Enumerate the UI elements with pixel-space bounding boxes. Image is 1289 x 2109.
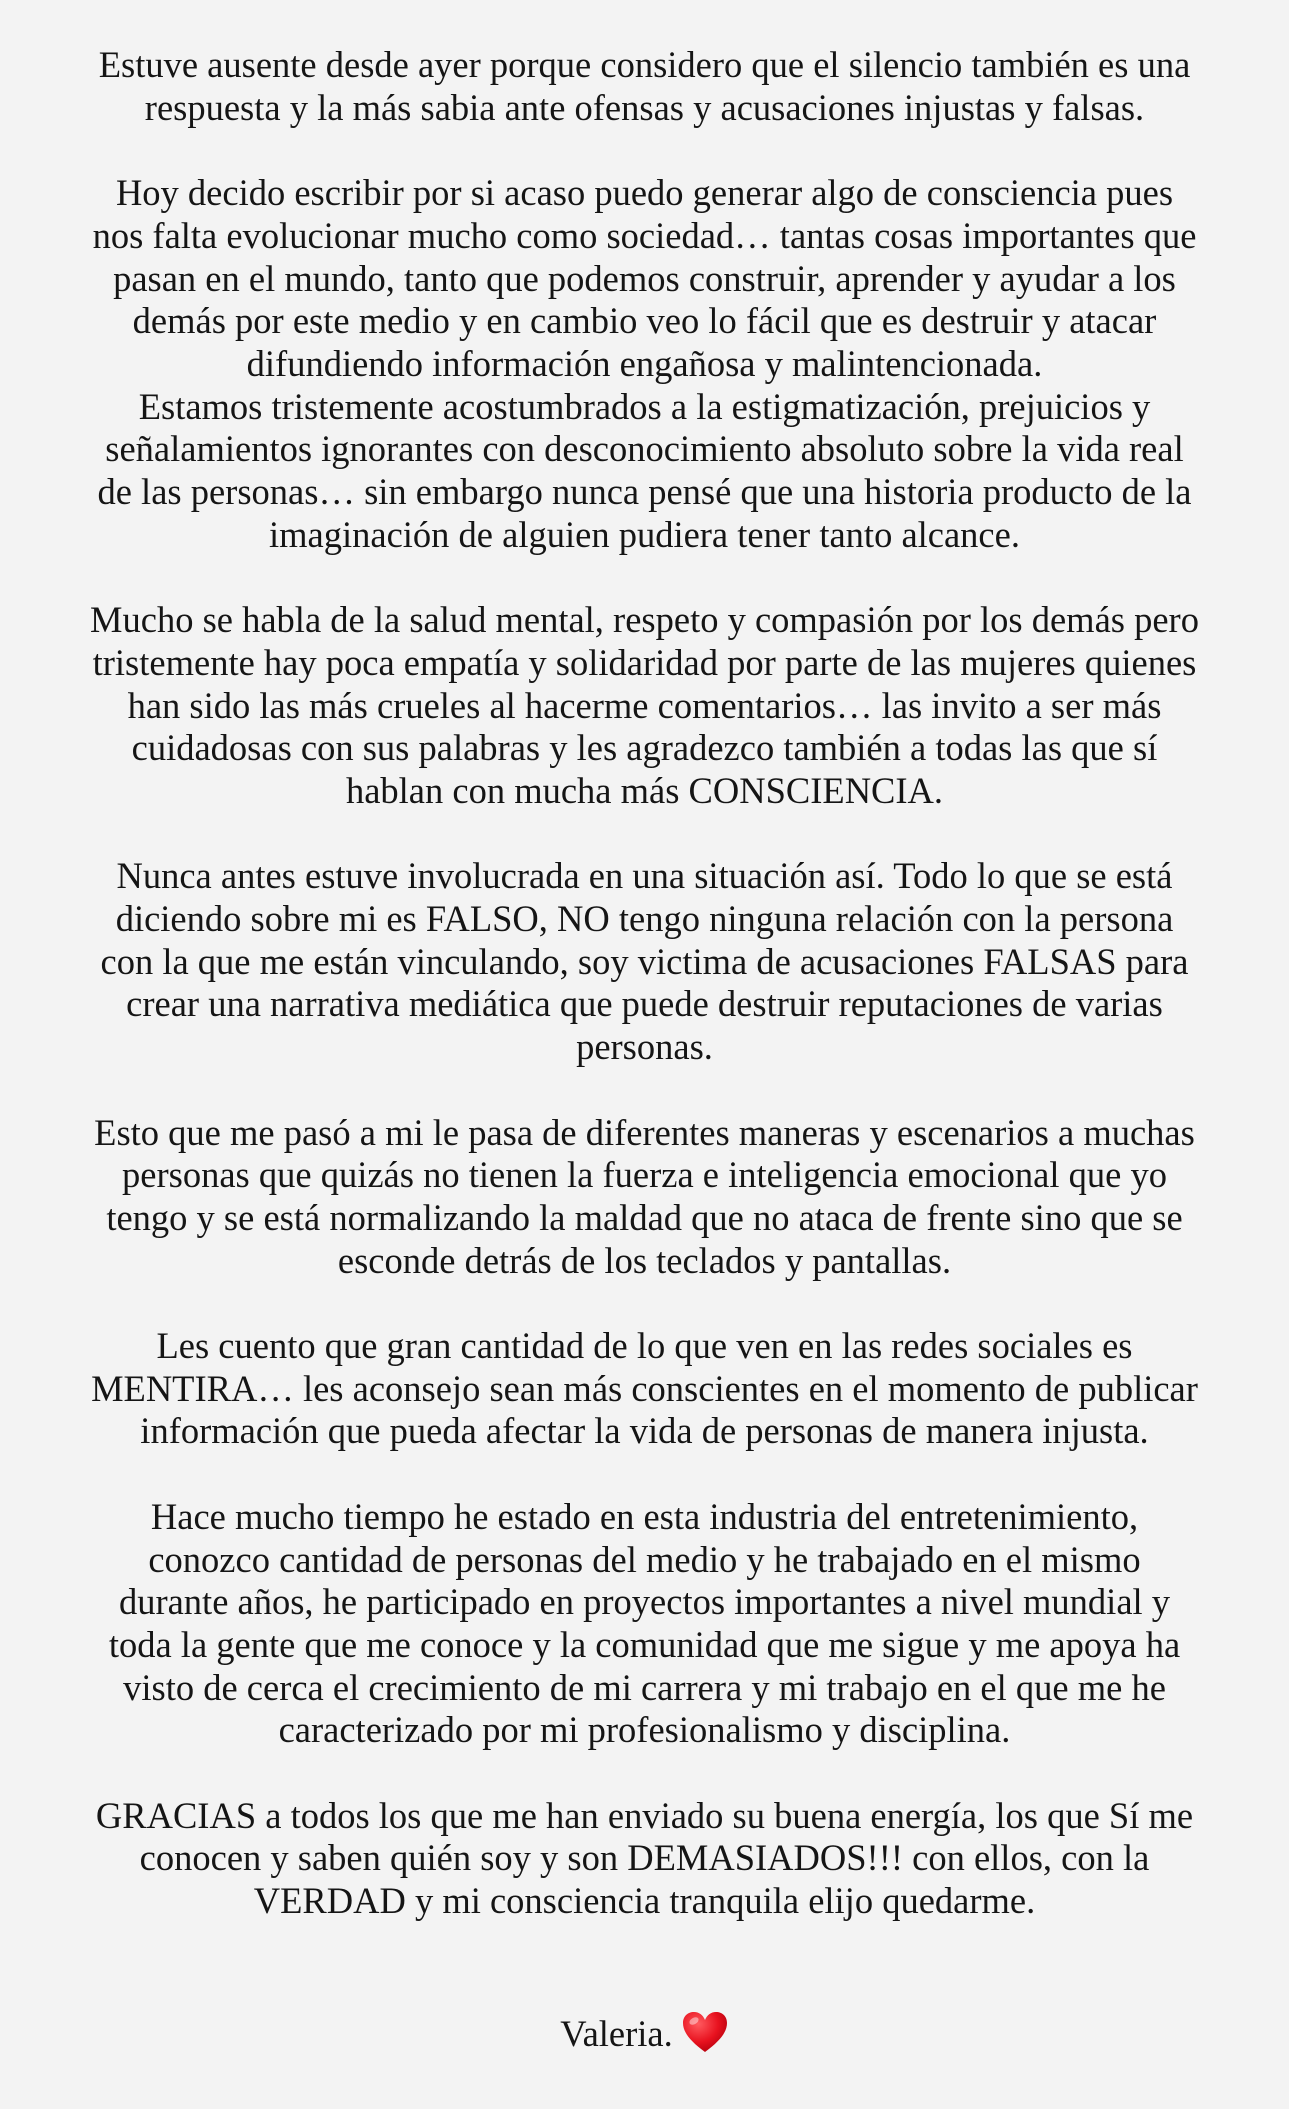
text-line: conocen y saben quién soy y son DEMASIADOS!!! con ellos, con la xyxy=(139,1837,1150,1879)
text-line: visto de cerca el crecimiento de mi carrera y mi trabajo en el que me he xyxy=(123,1666,1166,1708)
text-line: imaginación de alguien pudiera tener tanto alcance. xyxy=(269,513,1020,555)
text-line: pasan en el mundo, tanto que podemos construir, aprender y ayudar a los xyxy=(113,257,1176,299)
text-line: Hoy decido escribir por si acaso puedo generar algo de consciencia pues xyxy=(115,172,1174,214)
text-line: caracterizado por mi profesionalismo y disciplina. xyxy=(278,1709,1011,1751)
paragraph-gap xyxy=(40,1453,1249,1496)
text-line: Les cuento que gran cantidad de lo que ven en las redes sociales es xyxy=(156,1325,1133,1367)
text-line: tristemente hay poca empatía y solidaridad por parte de las mujeres quienes xyxy=(92,641,1197,683)
paragraph-gap xyxy=(40,1069,1249,1112)
text-line: durante años, he participado en proyectos importantes a nivel mundial y xyxy=(118,1581,1171,1623)
text-line: MENTIRA… les aconsejo sean más conscientes en el momento de publicar xyxy=(91,1367,1198,1409)
text-line: han sido las más crueles al hacerme comentarios… las invito a ser más xyxy=(127,684,1162,726)
text-line: GRACIAS a todos los que me han enviado su buena energía, los que Sí me xyxy=(95,1794,1194,1836)
paragraph-gap xyxy=(40,129,1249,172)
paragraph xyxy=(40,855,1249,1069)
text-line: Mucho se habla de la salud mental, respeto y compasión por los demás pero xyxy=(90,599,1199,641)
paragraph xyxy=(40,599,1249,813)
text-line: cuidadosas con sus palabras y les agradezco también a todas las que sí xyxy=(131,727,1158,769)
text-line: difundiendo información engañosa y malintencionada. xyxy=(246,342,1043,384)
text-line: información que pueda afectar la vida de personas de manera injusta. xyxy=(140,1410,1149,1452)
paragraph xyxy=(40,1795,1249,1923)
text-line: Nunca antes estuve involucrada en una situación así. Todo lo que se está xyxy=(116,855,1173,897)
paragraph xyxy=(40,44,1249,129)
paragraph xyxy=(40,172,1249,556)
signature-name: Valeria. xyxy=(560,2013,673,2054)
paragraph xyxy=(40,1325,1249,1453)
text-line: hablan con mucha más CONSCIENCIA. xyxy=(345,769,944,811)
text-line: con la que me están vinculando, soy victima de acusaciones FALSAS para xyxy=(100,940,1189,982)
paragraph xyxy=(40,1496,1249,1752)
text-line: personas. xyxy=(576,1026,713,1068)
text-line: demás por este medio y en cambio veo lo fácil que es destruir y atacar xyxy=(132,300,1157,342)
paragraph-gap xyxy=(40,1282,1249,1325)
paragraph-gap xyxy=(40,813,1249,856)
paragraph xyxy=(40,1112,1249,1283)
paragraph-gap xyxy=(40,1752,1249,1795)
text-line: nos falta evolucionar mucho como sociedad… tantas cosas importantes que xyxy=(92,214,1197,256)
text-line: diciendo sobre mi es FALSO, NO tengo ninguna relación con la persona xyxy=(115,898,1174,940)
text-line: Estuve ausente desde ayer porque considero que el silencio también es una xyxy=(98,44,1191,85)
text-line: toda la gente que me conoce y la comunidad que me sigue y me apoya ha xyxy=(108,1623,1181,1665)
text-line: VERDAD y mi consciencia tranquila elijo quedarme. xyxy=(253,1880,1036,1922)
text-line: tengo y se está normalizando la maldad que no ataca de frente sino que se xyxy=(106,1196,1183,1238)
text-line: de las personas… sin embargo nunca pensé que una historia producto de la xyxy=(97,471,1192,513)
red-heart-icon xyxy=(681,2010,729,2054)
text-line: conozco cantidad de personas del medio y he trabajado en el mismo xyxy=(148,1538,1141,1580)
letter-body xyxy=(40,44,1249,1923)
paragraph-gap xyxy=(40,556,1249,599)
text-line: crear una narrativa mediática que puede destruir reputaciones de varias xyxy=(126,983,1163,1025)
text-line: señalamientos ignorantes con desconocimiento absoluto sobre la vida real xyxy=(105,428,1184,470)
heart-shape xyxy=(681,2010,729,2054)
text-line: Esto que me pasó a mi le pasa de diferentes maneras y escenarios a muchas xyxy=(94,1111,1195,1153)
text-line: personas que quizás no tienen la fuerza e inteligencia emocional que yo xyxy=(122,1154,1167,1196)
text-line: respuesta y la más sabia ante ofensas y acusaciones injustas y falsas. xyxy=(144,86,1145,128)
text-line: Estamos tristemente acostumbrados a la estigmatización, prejuicios y xyxy=(138,385,1151,427)
text-line: esconde detrás de los teclados y pantallas. xyxy=(337,1239,952,1281)
text-line: Hace mucho tiempo he estado en esta industria del entretenimiento, xyxy=(150,1495,1139,1537)
signature-line xyxy=(0,2010,1289,2056)
